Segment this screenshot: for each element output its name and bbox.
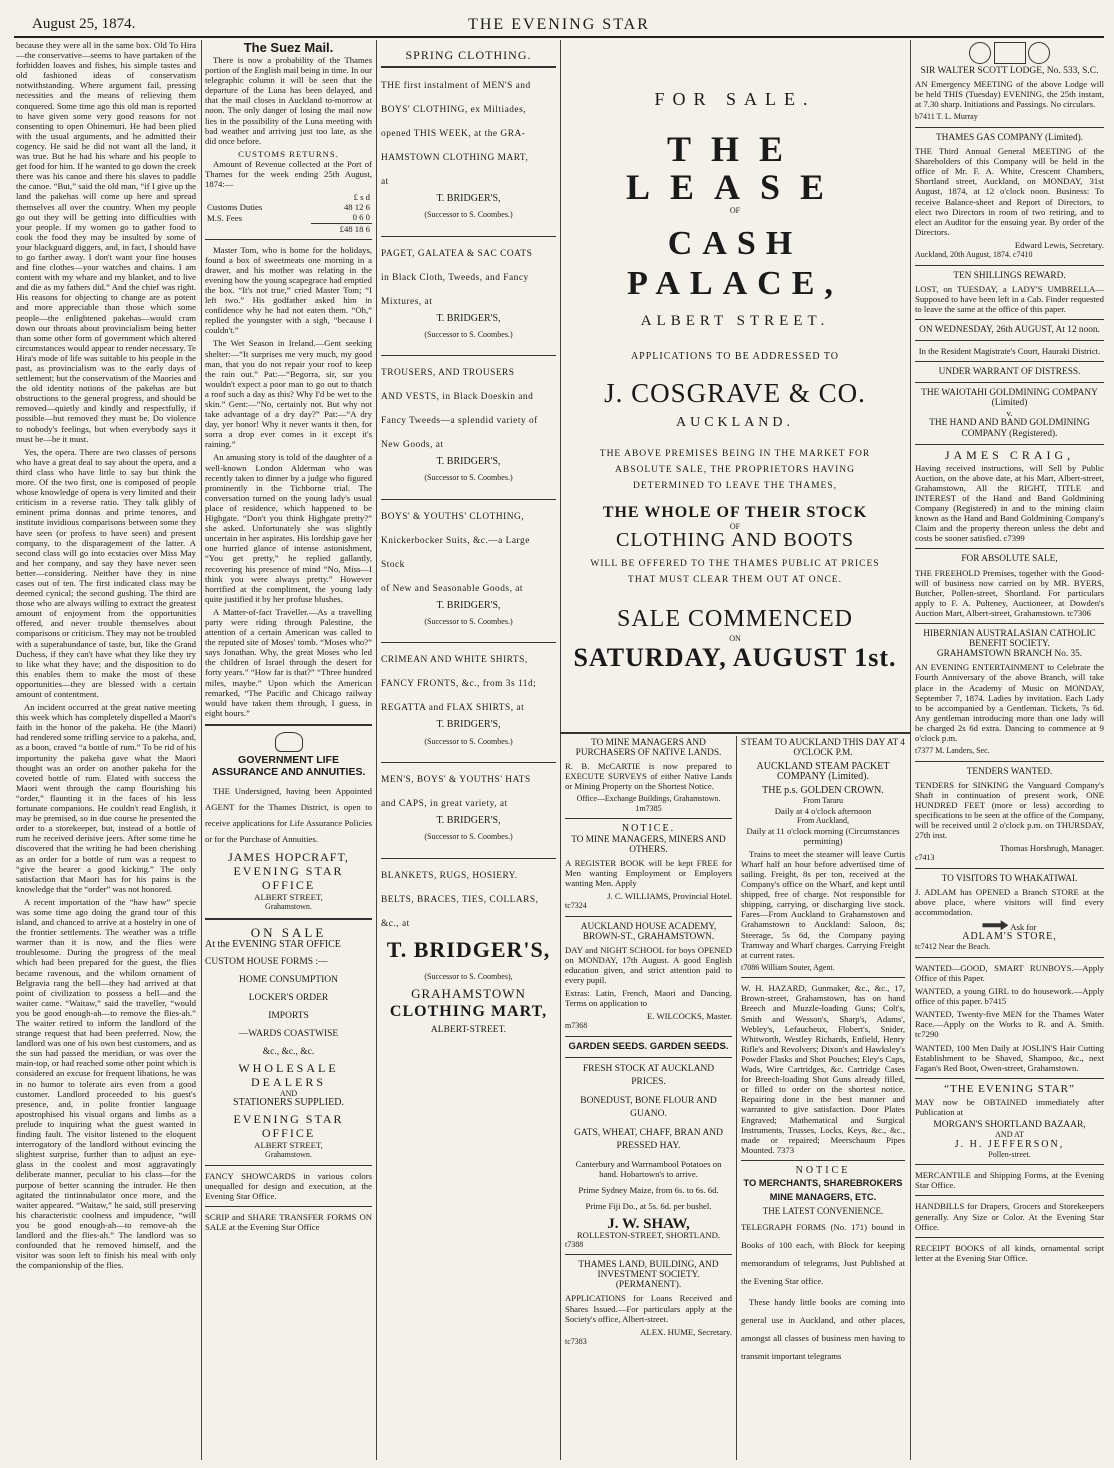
article-paragraph: A recent importation of the “haw haw” specie was some time ago doing the grand tour of this island, and chanced to arrive at a hostelry in one of the frontier settlements. The weather was a trifle warmer than it is now, and the flies were troublesome. During the progress of the meal which had been prepared for the guest, the flies became ravenous, and the whilom ornament of Belgravia rang the bell—they had arrived at that point of civilization to possess a bell—and the waiter came. “Waitaw,” said the traveller, “would you be good enough-ah—to remove the flies-ah.” The waiter retired to inform the landlord of the strange request that had been preferred. Now, the landlord was one of his own best customers, and as the sun had passed the meridian, or was over the main-top, or had reached some other point which is considered an excuse for frequent libations, he was in no humor to tolerate airs even from a good customer. Landlord proceeded to his guest's presence, and, in polite frontier language apostrophised his visual organs and limbs as a prelude to inquiring what the guest wanted in finding fault. The visitor listened to the eloquent interrogatory of the landlord without evincing the slightest surprise, further than to adjust an eye-glass in the coolest and most aggravatingly deliberate manner, peculiar to his class—for the purpose of better scanning the intruder. He then agitated the tintinnabulator once more, and the waiter appeared. “Waitaw,” he said, still preserving his characteristic coolness and impudence, “will you be good enough-ah—to remove-ah the landlord and the flies-ah.” The landlord was so confounded that he removed himself, and the visitor was soon left to finish his meal with only the companionship of the flies. — [16, 896, 196, 1271]
bridger-successor: (Successor to S. Coombes.) — [424, 473, 513, 483]
onsale-list — [205, 953, 372, 1061]
onsale-item: HOME CONSUMPTION — [239, 974, 338, 985]
pollen-street: Pollen-street. — [988, 1149, 1031, 1159]
misc-paragraph: A Matter-of-fact Traveller.—As a travelling party were riding through Palestine, the attention of a certain American was called to the reputed site of Moses' tomb. “Moses who?” says Jonathan. Why, the great Moses who led the children of Israel through the desert for forty years.” “How far is that?” “Three hundred miles, maybe.” Upon which the American remarked, “The Pacific and Chicago railway would have taken them through, I guess, in eight hours.” — [205, 606, 372, 718]
notice-heading: NOTICE. — [621, 823, 676, 835]
academy-extras: Extras: Latin, French, Maori and Dancing. Terms on application to — [565, 988, 732, 1009]
and-text: AND — [279, 1088, 298, 1098]
wednesday-date: ON WEDNESDAY, 26th AUGUST, At 12 noon. — [919, 324, 1100, 335]
masthead — [14, 16, 1104, 38]
govt-name: JAMES HOPCRAFT, — [228, 850, 349, 864]
handbills: HANDBILLS for Drapers, Grocers and Storekeepers generally. Any Size or Color. At the Evening Star Office. — [915, 1201, 1104, 1232]
gas-body: THE Third Annual General MEETING of the Shareholders of this Company will be held in the office of Mr. F. A. White, Crescent Chambers, Shortland street, Auckland, on MONDAY, 31st August, 1874, at 12 o'clock noon. Business: To receive Balance-sheet and Report of Directors, to elect two Directors in room of two retiring, and to elect an Auditor for the ensuing year. By order of the Directors. — [915, 146, 1104, 237]
notice-ref: tc7324 — [565, 901, 587, 911]
bridger-name: T. BRIDGER'S, — [436, 312, 501, 324]
column-2 — [205, 40, 372, 1460]
canterbury-potatoes: Canterbury and Warrnambool Potatoes on hand. Hobartown's to arrive. — [575, 1159, 722, 1180]
the-lease: THE LEASE — [625, 129, 845, 208]
bridger-ad: BLANKETS, RUGS, HOSIERY. BELTS, BRACES, TIES, COLLARS, &c., at — [381, 870, 539, 929]
thames-society-title: THAMES LAND, BUILDING, AND INVESTMENT SOCIETY. (PERMANENT). — [578, 1260, 719, 1291]
bridger-successor: (Successor to S. Coombes.) — [424, 736, 513, 746]
customs-head: £ s d — [353, 192, 370, 203]
distress-text: UNDER WARRANT OF DISTRESS. — [938, 367, 1081, 378]
academy-signature: E. WILCOCKS, Master. — [646, 1011, 732, 1022]
es-office: EVENING STAR OFFICE — [233, 1112, 344, 1141]
telegraph-forms: TELEGRAPH FORMS (No. 171) bound in Books of 100 each, with Block for keeping memorandum of telegrams, Just Published at the Evening Star office. — [741, 1222, 905, 1287]
applications: APPLICATIONS TO BE ADDRESSED TO — [630, 350, 840, 362]
sydney-maize: Prime Sydney Maize, from 6s. to 6s. 6d. — [578, 1185, 719, 1196]
whole-stock: THE WHOLE OF THEIR STOCK — [602, 503, 868, 521]
bridger-final-mart: CLOTHING MART, — [389, 1003, 548, 1021]
customs-row: Customs Duties 48 12 6 — [207, 202, 370, 213]
reward-title: TEN SHILLINGS REWARD. — [953, 270, 1066, 281]
onsale-intro: At the EVENING STAR OFFICE — [205, 938, 341, 950]
bridger-successor: (Successor to S. Coombes.) — [424, 832, 513, 842]
steam-time-1: Daily at 4 o'clock afternoon — [774, 805, 872, 816]
mine-office: Office—Exchange Buildings, Grahamstown. 1m7385 — [576, 794, 721, 813]
saturday-date: SATURDAY, AUGUST 1st. — [573, 643, 897, 673]
issue-date: August 25, 1874. — [32, 16, 136, 32]
bridger-final-name: T. BRIDGER'S, — [386, 936, 551, 962]
shaw-ref: t7388 — [565, 1239, 584, 1249]
sale-commenced: SALE COMMENCED — [616, 605, 853, 632]
steam-signature: t7086 William Souter, Agent. — [741, 962, 835, 972]
cash-palace: CASH PALACE, — [627, 224, 843, 302]
mine-body: R. B. McCARTIE is now prepared to EXECUTE SURVEYS of either Native Lands or Mining Property on the Shortest Notice. — [565, 761, 732, 792]
scrip-forms: SCRIP and SHARE TRANSFER FORMS ON SALE at the Evening Star Office — [205, 1212, 372, 1233]
garden-seeds: GARDEN SEEDS. GARDEN SEEDS. — [568, 1040, 729, 1052]
notice-heading-2: NOTICE — [795, 1164, 851, 1176]
gats-wheat: GATS, WHEAT, CHAFF, BRAN AND PRESSED HAY. — [573, 1128, 724, 1152]
customs-intro: Amount of Revenue collected at the Port of Thames for the week ending 25th August, 1874:— — [205, 158, 372, 190]
hibernian-signature: t7377 M. Landers, Sec. — [915, 746, 990, 756]
article-paragraph: Yes, the opera. There are two classes of persons who have a great deal to say about the opera, and a third class who have little to say but think the more. Of the two first, one is composed of people whose knowledge of opera is very limited and their criticism in a reverse ratio. They talk glibly of eminent prima donnas and prime tenores, and institute invidious comparisons between some they have seen (or profess to have seen) and present company, to the disparagement of the latter. A second class will go into ecstacies over Miss May and her company, and say they have never seen better—considering. Neither have they in nine cases out of ten. The first indicated class may be deemed cynical; the second gushing. The third are those who are always willing to extract the greatest amount of enjoyment from the opportunities offered, and never trouble themselves about comparisons or criticism. They may not be troubled with a superabundance of taste, but, like the Grand Duchess, if they can't have what they like they try to like what they have; and the disposition to do this enables them to make the most of these opportunities—they are blessed with a certain amount of contentment. — [16, 446, 196, 699]
clothing-and-boots: CLOTHING AND BOOTS — [616, 529, 854, 552]
ask-for-label: Ask for — [1010, 922, 1037, 933]
notice-title: TO MINE MANAGERS, MINERS AND OTHERS. — [571, 834, 726, 855]
receipt-books: RECEIPT BOOKS of all kinds, ornamental script letter at the Evening Star Office. — [915, 1242, 1104, 1263]
fancy-showcards: FANCY SHOWCARDS in various colors unequalled for design and execution, at the Evening Star Office. — [205, 1170, 372, 1202]
bridger-ad: CRIMEAN AND WHITE SHIRTS, FANCY FRONTS, &c., from 3s 11d; REGATTA and FLAX SHIRTS, at — [381, 655, 537, 714]
lodge-body: AN Emergency MEETING of the above Lodge will be held THIS (Tuesday) EVENING, the 25th instant, at 7.30 sharp. Initiations and Passings. No circulars. — [915, 79, 1104, 110]
column-rule — [910, 40, 911, 1460]
suez-body: There is now a probability of the Thames portion of the English mail being in time. In our telegraphic column it will be seen that the departure of the Luna has been delayed, and that the mail closes in Auckland to-morrow at noon. The only danger of losing the mail now lies in the possibility of the Luna meeting with bad weather and arriving just too late, as she did once before. — [205, 55, 372, 146]
notice-signature: J. C. WILLIAMS, Provincial Hotel. — [607, 891, 732, 902]
article-paragraph: An incident occurred at the great native meeting this week which has completely dispelled a Maori's faith in the honor of the pakeha. He (the Maori) had rendered some trifling service to a pakeha, and, as a boon, craved “a bottle of rum.” To be rid of his importunity the pakeha gave what the Maori thought was an order on another pakeha for the coveted bottle of rum. Elated with success the Maori went through the camp flourishing his “order,” flaunting it in the faces of his less fortunate companions. He couldn't read English, it may be premised, so in due course he presented the order to a storekeeper, but, instead of a bottle of rum he received derisive jeers. After some time he discovered that the writing he had been cherishing as an order for a bottle of rum was a request to “give the bearer a good kicking.” The only satisfaction that Maori has for his pains is the knowledge that the “order” was not honored. — [16, 702, 196, 894]
of-text: OF — [729, 206, 741, 216]
wanted-joslin: WANTED, 100 Men Daily at JOSLIN'S Hair Cutting Establishment to be Shaved, Shampoo, &c., next Fagan's Red Boot, Owen-street, Grahamstown. — [915, 1042, 1104, 1073]
handband-company: THE HAND AND BAND GOLDMINING COMPANY (Registered). — [929, 418, 1090, 439]
reward-body: LOST, on TUESDAY, a LADY'S UMBRELLA—Supposed to have been left in a Cab. Finder requested to leave the same at the office of this paper. — [915, 283, 1104, 314]
onsale-title: ON SALE — [250, 924, 327, 940]
bridger-ad: PAGET, GALATEA & SAC COATS in Black Cloth, Tweeds, and Fancy Mixtures, at — [381, 248, 533, 307]
court-text: In the Resident Magistrate's Court, Hauraki District. — [918, 345, 1101, 356]
for-sale: FOR SALE. — [654, 89, 816, 109]
bridger-successor: (Successor to S. Coombes.) — [424, 210, 513, 220]
onsale-item: —WARDS COASTWISE — [238, 1028, 339, 1039]
thames-society-signature: ALEX. HUME, Secretary. — [640, 1326, 732, 1337]
academy-title: AUCKLAND HOUSE ACADEMY, BROWN-ST., GRAHAMSTOWN. — [580, 921, 717, 942]
craig-name: JAMES CRAIG, — [944, 447, 1075, 462]
hazard-body: W. H. HAZARD, Gunmaker, &c., &c., 17, Brown-street, Grahamstown, has on hand Breech and Muzzle-loading Guns; Colt's, Smith and Wesson's, Sharp's, Adams', Webley's, Lefaucheux, Flobert's, Snider, Whitworth, Westley Richards, Enfield, Henry Rifle's and Revolvers; Dixon's and Hawksley's Powder Flasks and Shot Pouches; Eley's Caps, Wads, Wire Cartridges, &c. Cartridge Cases for Breech-loading Shot Guns already filled, or filled to order on the shortest notice. Repairing done in the best manner and warranted to give satisfaction. Door Plates Engraved; Mathematical and Surgical Instruments, Trusses, Locks, Keys, &c., &c., made or repaired; Meerschaum Pipes Mounted. 7373 — [741, 983, 905, 1155]
stationers: STATIONERS SUPPLIED. — [233, 1097, 344, 1109]
jefferson-name: J. H. JEFFERSON, — [954, 1138, 1065, 1150]
thames-society-ref: tc7383 — [565, 1336, 587, 1346]
whakatiwai-body: J. ADLAM has OPENED a Branch STORE at the above place, where visitors will find every accommodation. — [915, 886, 1104, 918]
lodge-signature: b7411 T. L. Murray — [915, 112, 978, 122]
steam-from-1: From Tararu — [803, 796, 843, 806]
bridger-ad: TROUSERS, AND TROUSERS AND VESTS, in Black Doeskin and Fancy Tweeds—a splendid variety of New Goods, at — [381, 368, 538, 451]
hibernian-body: AN EVENING ENTERTAINMENT to Celebrate the Fourth Anniversary of the above Branch, will take place in the Academy of Music on MONDAY, September 7, 1874. Ladies by invitation. Each Lady to be accompanied by a Gentleman. Tickets, 7s 6d. Any gentleman introducing more than one lady will be charged 2s 6d extra. Dancing to commence at 9 o'clock p.m. — [915, 662, 1104, 743]
morgan-bazaar: MORGAN'S SHORTLAND BAZAAR, — [933, 1120, 1086, 1131]
customs-row: M.S. Fees 0 6 0 — [207, 212, 370, 223]
cosgrave: J. COSGRAVE & CO. — [604, 377, 866, 408]
customs-total: £48 18 6 — [311, 223, 372, 234]
misc-paragraph: An amusing story is told of the daughter of a well-known London Alderman who was recently taken to dinner by a judge who figured prominently in the Tichborne trial. The conversation turned on the young lady's usual place of residence, which happened to be Highgate. “Don't you think Highgate pretty?” she asked. Unfortunately she was slightly uncertain in her aspirates. His lordship gave her one hurried glance of intense astonishment, “You get pretty,” he replied gallantly, recovering his presence of mind “No, Miss—I think you were always pretty.” However horrified at the compliment, the young lady quite justified it by her profuse blushes. — [205, 452, 372, 604]
column-rule — [736, 736, 737, 1460]
customs-table — [205, 192, 372, 233]
on-text: ON — [729, 633, 741, 643]
govt-title: GOVERNMENT LIFE ASSURANCE AND ANNUITIES. — [211, 754, 366, 778]
fresh-stock: FRESH STOCK AT AUCKLAND PRICES. — [582, 1064, 715, 1088]
whakatiwai-title: TO VISITORS TO WHAKATIWAI. — [941, 873, 1078, 884]
govt-town: Grahamstown. — [265, 902, 312, 912]
column-1 — [16, 40, 196, 1460]
notice-body: A REGISTER BOOK will be kept FREE for Men wanting Employment or Employers wanting Men. Apply — [565, 857, 732, 888]
bridger-ad: THE first instalment of MEN'S and BOYS' CLOTHING, ex Miltiades, opened THIS WEEK, at the GRA- HAMSTOWN CLOTHING MART, at — [381, 81, 531, 188]
absolute-sale-body: THE FREEHOLD Premises, together with the Good-will of business now carried on by MR. BYERS, Butcher, Pollen-street, Shortland. For particulars apply to F. A. Pulteney, Auctioneer, at Dowden's Auction Mart, Albert-street, Grahamstown. tc7306 — [915, 567, 1104, 618]
steam-title: STEAM TO AUCKLAND THIS DAY AT 4 O'CLOCK P.M. — [741, 738, 905, 759]
academy-body: DAY and NIGHT SCHOOL for boys OPENED on MONDAY, 17th August. A good English education given, and strict attention paid to every pupil. — [565, 944, 732, 986]
govt-office: EVENING STAR OFFICE — [233, 864, 344, 892]
onsale-item: CUSTOM HOUSE FORMS :— — [205, 956, 328, 967]
hibernian-branch: GRAHAMSTOWN BRANCH No. 35. — [936, 649, 1083, 660]
column-5 — [915, 40, 1104, 1460]
lodge-emblem-icon — [915, 42, 1104, 66]
thames-society-body: APPLICATIONS for Loans Received and Shares Issued.—For particulars apply at the Society's office, Albert-street. — [565, 1293, 732, 1324]
article-paragraph: because they were all in the same box. Old To Hira—the conservative—seems to have partaken of the forbidden loaves and fishes, his simple tastes and old fashioned ideas of conservatism notwithstanding. Where argument fail, pressing necessities and the means of relieving them conquered. Some time ago this old man is reported to have given some very good reasons for not consenting to open Ohinemuri. He had been plied with the usual arguments, and he admitted their cogency. He said he did not want all the land, it was true. But he had his whare and his people to get food for him. If he wanted to go down the creek there was his canoe and there his slaves to paddle the canoe. “But,” said the old man, “if I give up the land the pakehas will come up here and spread themselves all over the country. When my people go out they will be getting into difficulties with your people. If my women go to gather food to cook the food they may be insulted by some of your blackguard diggers, and, in fact, I should have to go farther away. I don't want your fine houses and fine clothes—your watches and chains. I am content with my whare and my blanket, and to live and die as my fathers did.” And the chief was right. His reasons for objecting to change are as potent and more appreciable than those which some people—the enlightened pakehas—would cram down our throats about provincialism being better than some other form of government which altered circumstances would appear to render necessary. Te Hira's mode of life was suitable to his people in the past, as provincialism was to the early days of settlement; but the conservatism of the Maories and the old identity notions of the pakehas are but obstructions to the general progress, and should be removed—quietly and kindly and respectfully, if possible—but removed they must be. Do violence to nobody's feelings, but when everybody says it must be—be it must. — [16, 40, 196, 444]
suez-title: The Suez Mail. — [243, 40, 334, 55]
gas-signature: Edward Lewis, Secretary. — [1014, 239, 1104, 250]
section-rule — [560, 732, 910, 734]
mercantile-forms: MERCANTILE and Shipping Forms, at the Evening Star Office. — [915, 1170, 1104, 1191]
steam-time-2: Daily at 11 o'clock morning (Circumstances permitting) — [746, 825, 900, 846]
onsale-item: &c., &c., &c. — [262, 1046, 315, 1057]
waiotahi-company: THE WAIOTAHI GOLDMINING COMPANY (Limited) — [921, 388, 1098, 409]
bridger-name: T. BRIDGER'S, — [436, 193, 501, 205]
pointing-hand-icon — [982, 920, 1008, 930]
merchants-title: TO MERCHANTS, SHAREBROKERS MINE MANAGERS, ETC. — [743, 1177, 903, 1202]
offered-text: WILL BE OFFERED TO THE THAMES PUBLIC AT PRICES THAT MUST CLEAR THEM OUT AT ONCE. — [590, 558, 880, 585]
bridger-ad: BOYS' & YOUTHS' CLOTHING, Knickerbocker Suits, &c.—a Large Stock of New and Seasonable Goods, at — [381, 511, 530, 594]
albert-street: ALBERT STREET. — [640, 312, 830, 329]
evening-star-title: “THE EVENING STAR” — [944, 1082, 1075, 1095]
adlams-store: ADLAM'S STORE, — [962, 931, 1057, 943]
bridger-final-street: ALBERT-STREET. — [430, 1025, 507, 1036]
tenders-title: TENDERS WANTED. — [966, 766, 1053, 777]
es-town: Grahamstown. — [265, 1150, 312, 1160]
handy-books: These handy little books are coming into general use in Auckland, and other places, amongst all classes of business men having to transmit important telegrams — [741, 1297, 905, 1362]
shaw-name: J. W. SHAW, — [607, 1216, 690, 1233]
of-text-2: OF — [729, 521, 741, 531]
bonedust: BONEDUST, BONE FLOUR AND GUANO. — [580, 1096, 717, 1120]
gas-ref: Auckland, 20th August, 1874. c7410 — [915, 250, 1033, 259]
bridger-successor: (Successor to S. Coombes.) — [424, 329, 513, 339]
column-rule — [560, 40, 561, 1460]
govt-street: ALBERT STREET, — [254, 892, 323, 902]
misc-paragraph: Master Tom, who is home for the holidays, found a box of sweetmeats one morning in a drawer, and his mother was relating in the evening how the young scapegrace had emptied the box. “It's not true,” cried Master Tom; “I left two.” His godfather asked him in confidence why he had not eaten them. “Oh,” replied the youngster with a sigh, “because I couldn't.” — [205, 244, 372, 336]
steam-from-2: From Auckland, — [797, 816, 849, 826]
craig-body: Having received instructions, will Sell by Public Auction, on the above date, at his Mart, Albert-street, Grahamstown, All the RIGHT, TITLE and INTEREST of the Hand and Band Goldmining Company (Registered) in and to the mining claim known as the Hand and Band Goldmining Company's Claim and the property thereon unless the debt and costs be sooner satisfied. c7399 — [915, 462, 1104, 544]
bridger-successor: (Successor to S. Coombes.) — [424, 616, 513, 626]
premises-text: THE ABOVE PREMISES BEING IN THE MARKET FOR ABSOLUTE SALE, THE PROPRIETORS HAVING DETERMINED TO LEAVE THE THAMES, — [599, 448, 871, 491]
shaw-street: ROLLESTON-STREET, SHORTLAND. — [576, 1229, 721, 1240]
column-4b — [741, 738, 905, 1460]
gas-title: THAMES GAS COMPANY (Limited). — [935, 132, 1084, 143]
hibernian-title: HIBERNIAN AUSTRALASIAN CATHOLIC BENEFIT SOCIETY. — [923, 629, 1096, 650]
govt-body: THE Undersigned, having been Appointed AGENT for the Thames District, is open to receive applications for Life Assurance Policies or for the Purchase of Annuities. — [205, 786, 372, 844]
bridger-name: T. BRIDGER'S, — [436, 456, 501, 468]
steam-company: AUCKLAND STEAM PACKET COMPANY (Limited). — [756, 761, 890, 783]
wanted-runboys: WANTED—GOOD, SMART RUNBOYS.—Apply Office of this Paper. — [915, 962, 1104, 983]
spring-title: SPRING CLOTHING. — [405, 48, 532, 62]
column-rule — [376, 40, 377, 1460]
bridger-final-successor: (Successor to S. Coombes), — [424, 971, 513, 981]
wanted-men: WANTED, Twenty-five MEN for the Thames Water Race.—Apply on the Works to R. and A. Smith. tc7290 — [915, 1009, 1104, 1040]
royal-crest-icon — [205, 732, 372, 754]
evening-star-body: MAY now be OBTAINED immediately after Publication at — [915, 1096, 1104, 1117]
misc-paragraph: The Wet Season in Ireland.—Gent seeking shelter:—“It surprises me very much, my good man, that you do not repair your roof to keep the rain out.” Pat:—“Begorra, sir, sur you wouldn't expect a poor man to go out to thatch a roof such a day as this? Why I'd be wet to the skin.” Gent:—“No, certainly not. But why not take advantage of a dry day?” Pat:—“A dry day, yer honor! Why it never wants it then, for sorra a drop ever comes in it except it's raining.” — [205, 338, 372, 450]
lodge-title: SIR WALTER SCOTT LODGE, No. 533, S.C. — [920, 66, 1099, 77]
steam-ship: THE p.s. GOLDEN CROWN. — [762, 785, 884, 797]
customs-title: CUSTOMS RETURNS. — [238, 148, 339, 159]
and-at: AND AT — [995, 1130, 1024, 1140]
tenders-body: TENDERS for SINKING the Vanguard Company's Shaft in continuation of present work, ONE HUNDRED FEET (more or less) according to specifications to be seen at the office of the Company, will be received until 2 o'clock p.m. on THURSDAY, 27th inst. — [915, 779, 1104, 841]
auckland: AUCKLAND. — [675, 414, 795, 430]
academy-ref: m7368 — [565, 1021, 588, 1031]
fiji-maize: Prime Fiji Do., at 5s. 6d. per bushel. — [585, 1201, 712, 1212]
bridger-name: T. BRIDGER'S, — [436, 815, 501, 827]
es-street: ALBERT STREET, — [254, 1140, 323, 1151]
tenders-signature: Thomas Horsbrugh, Manager. — [999, 843, 1104, 854]
absolute-sale-title: FOR ABSOLUTE SALE, — [961, 554, 1058, 565]
newspaper-title: THE EVENING STAR — [468, 16, 650, 33]
column-rule — [201, 40, 202, 1460]
column-3 — [381, 40, 556, 1460]
adlams-beach: tc7412 Near the Beach. — [915, 942, 991, 952]
bridger-final-town: GRAHAMSTOWN — [411, 986, 526, 1002]
wholesale-dealers: WHOLESALE DEALERS — [238, 1060, 339, 1089]
bridger-name: T. BRIDGER'S, — [436, 599, 501, 611]
steam-body: Trains to meet the steamer will leave Curtis Wharf half an hour before advertised time of sailing. Freight, 8s per ton, received at the Company's office on the Wharf, and kept until shipped, free of charge. Not responsible for shipping, carrying, or discharging live stock. Fares—From Auckland to Grahamstown and Grahamstown to Auckland: Saloon, 8s; Steerage, 5s 6d, the Company paying Tramway and Wharf charges. Carrying Freight at current rates. — [741, 848, 905, 960]
onsale-item: IMPORTS — [268, 1010, 309, 1021]
latest-convenience: THE LATEST CONVENIENCE. — [762, 1205, 884, 1216]
bridger-ad: MEN'S, BOYS' & YOUTHS' HATS and CAPS, in great variety, at — [381, 775, 531, 810]
column-4a — [565, 738, 732, 1460]
versus-text: v. — [1006, 408, 1013, 419]
bridger-name: T. BRIDGER'S, — [436, 719, 501, 731]
mine-title: TO MINE MANAGERS AND PURCHASERS OF NATIVE LANDS. — [575, 738, 722, 759]
wanted-girl: WANTED, a young GIRL to do housework.—Apply office of this paper. b7415 — [915, 986, 1104, 1007]
onsale-item: LOCKER'S ORDER — [248, 992, 329, 1003]
tenders-ref: c7413 — [915, 853, 935, 863]
